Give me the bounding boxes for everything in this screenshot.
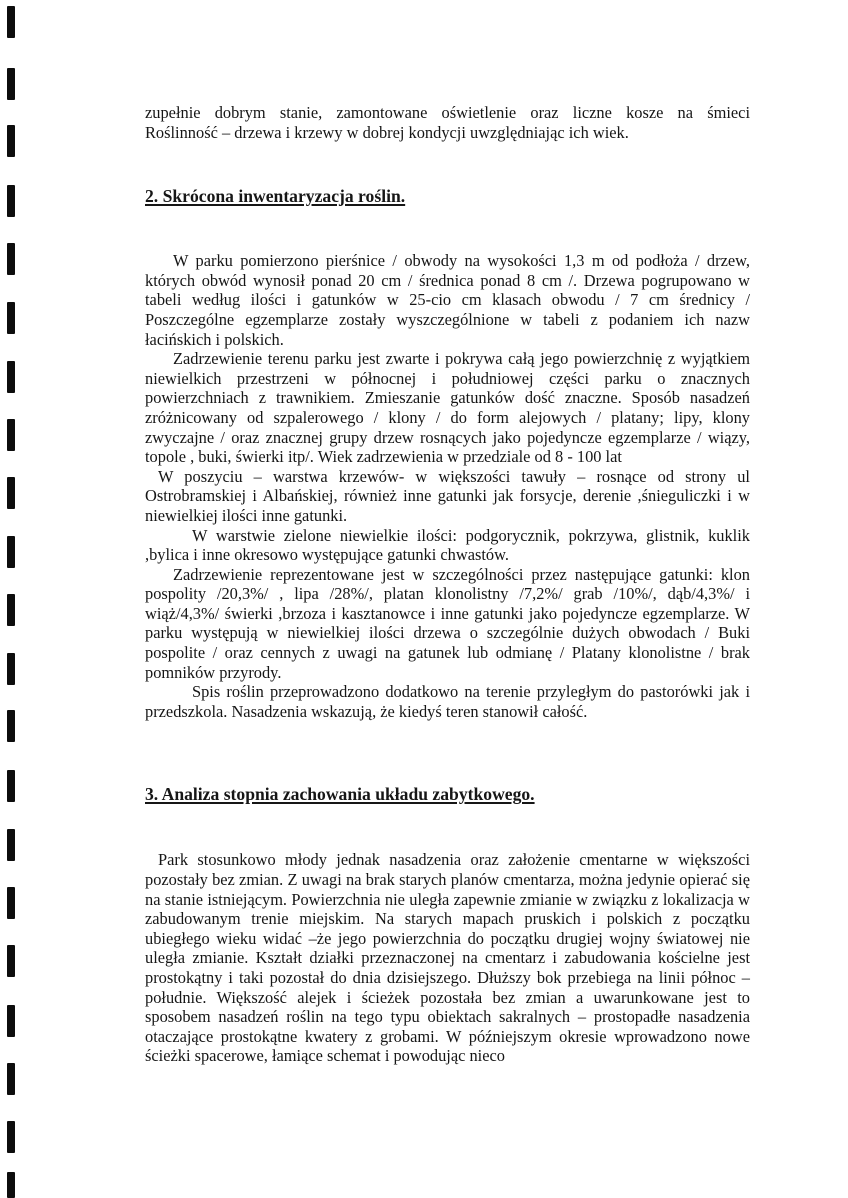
binder-mark	[7, 1121, 15, 1153]
section-2-paragraph: W parku pomierzono pierśnice / obwody na wysokości 1,3 m od podłoża / drzew, których obwód wynosił ponad 20 cm / średnica ponad 8 cm /. Drzewa pogrupowano w tabeli według ilości i gatunków w 25-cio cm klasach obwodu / 7 cm średnicy / Poszczególne egzemplarze zostały wyszczególnione w tabeli z podaniem ich nazw łacińskich i polskich.	[145, 251, 750, 349]
binder-mark	[7, 419, 15, 451]
section-2-paragraph: Zadrzewienie reprezentowane jest w szczególności przez następujące gatunki: klon pospolity /20,3%/ , lipa /28%/, platan klonolistny /7,2%/ grab /10%/, dąb/4,3%/ i wiąż/4,3%/ świerki ,brzoza i kasztanowce i inne gatunki jako pojedyncze egzemplarze. W parku występują w niewielkiej ilości drzewa o szczególnie dużych obwodach / Buki pospolite / oraz cennych z uwagi na gatunek lub odmianę / Platany klonolistne / brak pomników przyrody.	[145, 564, 750, 682]
section-2-paragraph: W warstwie zielone niewielkie ilości: podgorycznik, pokrzywa, glistnik, kuklik ,bylica i inne okresowo występujące gatunki chwastów.	[145, 525, 750, 565]
section-2-heading: 2. Skrócona inwentaryzacja roślin.	[145, 186, 406, 207]
section-2-paragraph: W poszyciu – warstwa krzewów- w większości tawuły – rosnące od strony ul Ostrobramskiej i Albańskiej, również inne gatunki jak forsycje, derenie ,śnieguliczki i w niewielkiej ilości inne gatunki.	[145, 466, 750, 525]
binder-mark	[7, 1005, 15, 1037]
binder-mark	[7, 68, 15, 100]
binder-mark	[7, 1172, 15, 1198]
document-body	[145, 103, 750, 1066]
binder-mark	[7, 945, 15, 977]
binder-mark	[7, 710, 15, 742]
section-2-paragraph: Spis roślin przeprowadzono dodatkowo na terenie przyległym do pastorówki jak i przedszkola. Nasadzenia wskazują, że kiedyś teren stanowił całość.	[145, 682, 750, 721]
intro-line-2: Roślinność – drzewa i krzewy w dobrej kondycji uwzględniając ich wiek.	[145, 122, 629, 142]
intro-line-1: zupełnie dobrym stanie, zamontowane oświetlenie oraz liczne kosze na śmieci	[145, 103, 750, 122]
binder-mark	[7, 536, 15, 568]
binder-mark	[7, 829, 15, 861]
binder-mark	[7, 302, 15, 334]
binder-mark	[7, 6, 15, 38]
binder-mark	[7, 125, 15, 157]
binder-mark	[7, 887, 15, 919]
binder-mark	[7, 653, 15, 685]
binder-mark	[7, 770, 15, 802]
binder-mark	[7, 477, 15, 509]
binder-mark	[7, 594, 15, 626]
binder-mark	[7, 361, 15, 393]
section-3-heading: 3. Analiza stopnia zachowania układu zabytkowego.	[145, 784, 535, 805]
binder-mark	[7, 185, 15, 217]
section-3-paragraph: Park stosunkowo młody jednak nasadzenia oraz założenie cmentarne w większości pozostały bez zmian. Z uwagi na brak starych planów cmentarza, można jedynie opierać się na stanie istniejącym. Powierzchnia nie uległa zapewnie zmianie w związku z lokalizacja w zabudowanym trenie miejskim. Na starych mapach pruskich i polskich z początku ubiegłego wieku widać –że jego powierzchnia do początku drugiej wojny światowej nie uległa zmianie. Kształt działki przeznaczonej na cmentarz i zabudowania kościelne jest prostokątny i taki pozostał do dnia dzisiejszego. Dłuższy bok przebiega na linii północ – południe. Większość alejek i ścieżek pozostała bez zmian a uwarunkowane jest to sposobem nasadzeń roślin na tego typu obiektach sakralnych – prostopadłe nasadzenia otaczające prostokątne kwatery z grobami. W późniejszym okresie wprowadzono nowe ścieżki spacerowe, łamiące schemat i powodując nieco	[145, 850, 750, 1066]
binder-mark	[7, 243, 15, 275]
section-2-paragraph: Zadrzewienie terenu parku jest zwarte i pokrywa całą jego powierzchnię z wyjątkiem niewielkich przestrzeni w północnej i południowej części parku o znacznych powierzchniach z trawnikiem. Zmieszanie gatunków dość znaczne. Sposób nasadzeń zróżnicowany od szpalerowego / klony / do form alejowych / platany; lipy, klony zwyczajne / oraz znacznej grupy drzew rosnących jako pojedyncze egzemplarze / wiązy, topole , buki, świerki itp/. Wiek zadrzewienia w przedziale od 8 - 100 lat	[145, 349, 750, 467]
binder-mark	[7, 1063, 15, 1095]
